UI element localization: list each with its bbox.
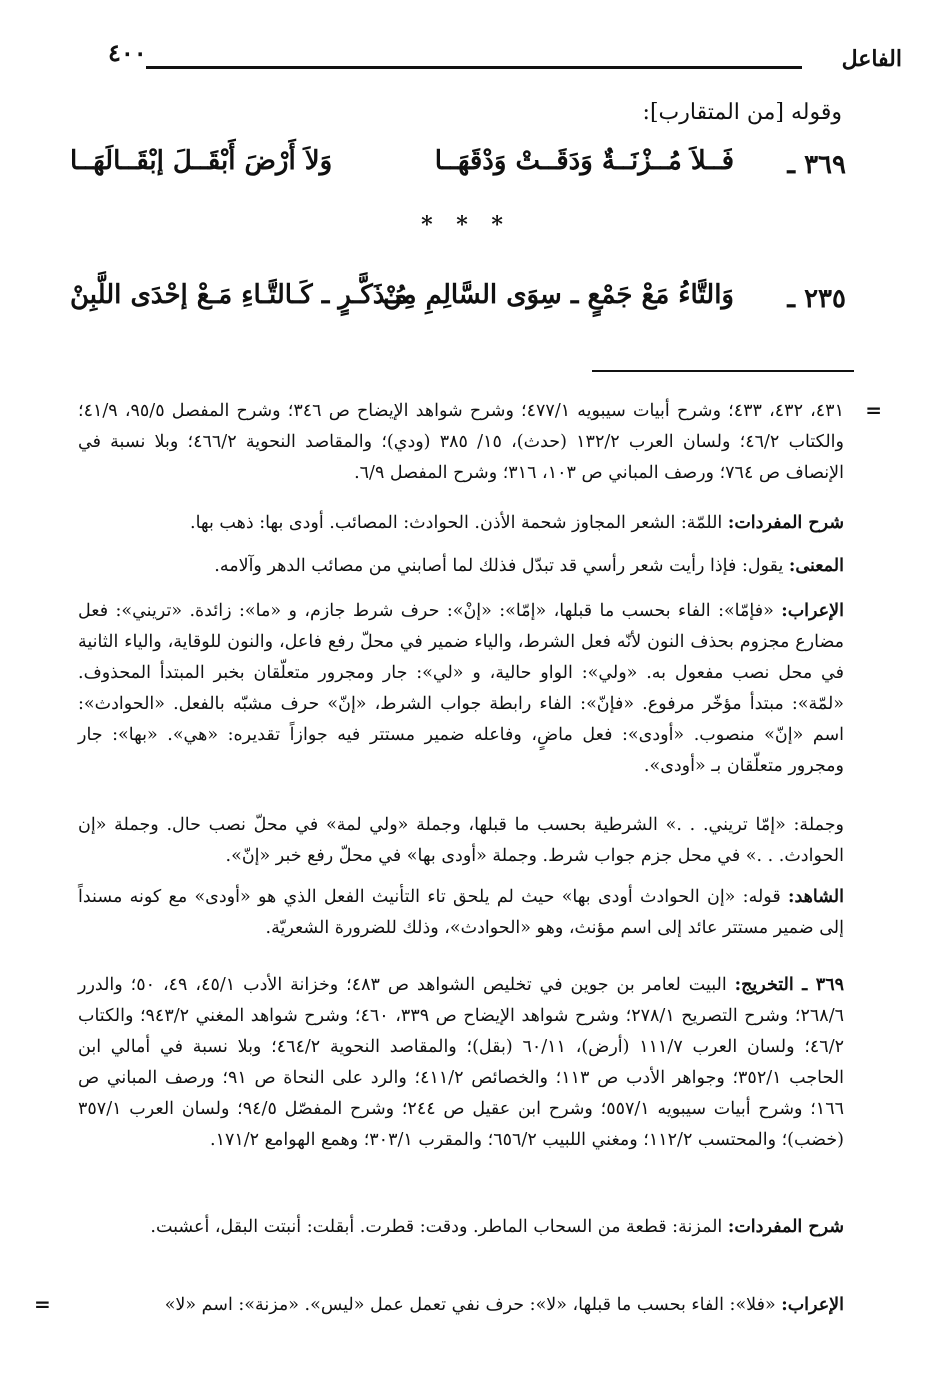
section-text: «فلا»: الفاء بحسب ما قبلها، «لا»: حرف نفي تعمل عمل «ليس». «مزنة»: اسم «لا» xyxy=(164,1295,776,1315)
parsing-section-2 xyxy=(78,1290,844,1321)
verse-number: ٢٣٥ ـ xyxy=(787,284,846,314)
end-continuation-mark: = xyxy=(34,1292,51,1316)
page-number: ٤٠٠ xyxy=(108,38,147,67)
footnote-references xyxy=(78,396,844,489)
chapter-title: الفاعل xyxy=(841,46,902,72)
evidence-section xyxy=(78,882,844,944)
vocab-section-2 xyxy=(78,1212,844,1243)
section-text: البيت لعامر بن جوين في تخليص الشواهد ص ٤٨٣؛ وخزانة الأدب ٤٥/١، ٤٩، ٥٠؛ والدرر ٢٦٨/٦؛ وشرح التصريح ٢٧٨/١؛ وشرح شواهد الإيضاح ص ٣٣٩، ٤٦٠؛ وشرح شواهد المغني ٩٤٣/٢؛ والكتاب ٤٦/٢؛ ولسان العرب ١١١/٧ (أرض)، ٦٠/١١ (بقل)؛ والمقاصد النحوية ٤٦٤/٢؛ وبلا نسبة في أمالي ابن الحاجب ٣٥٢/١؛ وجواهر الأدب ص ١١٣؛ والخصائص ٤١١/٢؛ والرد على النحاة ص ٩١؛ ورصف المباني ص ١٦٦؛ وشرح أبيات سيبويه ٥٥٧/١؛ وشرح ابن عقيل ص ٢٤٤؛ وشرح المفصّل ٩٤/٥؛ ولسان العرب ٣٥٧/١ (خضب)؛ والمحتسب ١١٢/٢؛ ومغني اللبيب ٦٥٦/٢؛ والمقرب ٣٠٣/١؛ وهمع الهوامع ١٧١/٢. xyxy=(78,975,845,1150)
section-label: ٣٦٩ ـ التخريج: xyxy=(734,975,844,995)
verse-235 xyxy=(70,280,846,326)
section-text: المزنة: قطعة من السحاب الماطر. ودقت: قطرت. أبقلت: أنبتت البقل، أعشبت. xyxy=(150,1217,723,1237)
meaning-section xyxy=(78,551,844,582)
header-rule xyxy=(146,66,802,69)
section-label: الإعراب: xyxy=(781,1295,844,1315)
section-divider-stars: * * * xyxy=(421,212,511,238)
footnote-separator xyxy=(592,370,854,372)
running-header xyxy=(28,38,902,74)
section-text: يقول: فإذا رأيت شعر رأسي قد تبدّل فذلك لما أصابني من مصائب الدهر وآلامه. xyxy=(214,556,784,576)
section-text: «فإمّا»: الفاء بحسب ما قبلها، «إمّا»: «إنْ»: حرف شرط جازم، و «ما»: زائدة. «تريني»: فعل مضارع مجزوم بحذف النون لأنّه فعل الشرط، والياء ضمير في محلّ رفع فاعل، والنون للوقاية، والياء الثانية في محل نصب مفعول به. «ولي»: الواو حالية، و «لي»: جار ومجرور متعلّقان بخبر المبتدأ المحذوف. «لمّة»: مبتدأ مؤخّر مرفوع. «فإنّ»: الفاء رابطة جواب الشرط، «إنّ» حرف مشبّه بالفعل. «الحوادث»: اسم «إنّ» منصوب. «أودى»: فعل ماضٍ، وفاعله ضمير مستتر فيه جوازاً تقديره: «هي». «بها»: جار ومجرور متعلّقان بـ «أودى». xyxy=(78,601,844,776)
section-label: شرح المفردات: xyxy=(727,513,844,533)
section-text: اللمّة: الشعر المجاوز شحمة الأذن. الحوادث: المصائب. أودى بها: ذهب بها. xyxy=(190,513,723,533)
sentences-section xyxy=(78,810,844,872)
verse-369 xyxy=(70,146,846,192)
verse-first-hemistich: فَــلاَ مُــزْنَــةٌ وَدَقَــتْ وَدْقَهَــا xyxy=(434,146,734,176)
verse-first-hemistich: وَالتَّاءُ مَعْ جَمْعٍ ـ سِوَى السَّالِمِ مِنْ xyxy=(382,280,734,310)
verse-number: ٣٦٩ ـ xyxy=(787,150,846,180)
section-text: قوله: «إن الحوادث أودى بها» حيث لم يلحق تاء التأنيث الفعل الذي هو «أودى» مع كونه مسنداً إلى ضمير مستتر عائد إلى اسم مؤنث، وهو «الحوادث»، وذلك للضرورة الشعريّة. xyxy=(78,887,844,938)
verse-second-hemistich: وَلاَ أَرْضَ أَبْقَــلَ إبْقَــالَهَــا xyxy=(70,146,333,176)
continuation-mark: = xyxy=(865,398,882,422)
section-label: الشاهد: xyxy=(787,887,844,907)
takhrij-section xyxy=(78,970,844,1156)
section-label: الإعراب: xyxy=(781,601,844,621)
parsing-section xyxy=(78,596,844,782)
section-text: وجملة: «إمّا تريني. . .» الشرطية بحسب ما قبلها، وجملة «ولي لمة» في محلّ نصب حال. وجملة «إن الحوادث. . .» في محل جزم جواب شرط. وجملة «أودى بها» في محلّ رفع خبر «إنّ». xyxy=(78,815,844,866)
references-text: ٤٣١، ٤٣٢، ٤٣٣؛ وشرح أبيات سيبويه ٤٧٧/١؛ وشرح شواهد الإيضاح ص ٣٤٦؛ وشرح المفصل ٩٥/٥، ٤١/٩؛ والكتاب ٤٦/٢؛ ولسان العرب ١٣٢/٢ (حدث)، ١٥/ ٣٨٥ (ودي)؛ والمقاصد النحوية ٤٦٦/٢؛ وبلا نسبة في الإنصاف ص ٧٦٤؛ ورصف المباني ص ١٠٣، ٣١٦؛ وشرح المفصل ٦/٩. xyxy=(78,401,844,483)
vocab-section xyxy=(78,508,844,539)
verse-second-hemistich: مُـذَكَّـرٍ ـ كَـالتَّـاءِ مَـعْ إحْدَى اللَّبِنْ xyxy=(70,280,408,310)
section-label: شرح المفردات: xyxy=(727,1217,844,1237)
section-label: المعنى: xyxy=(788,556,844,576)
verse-intro: وقوله [من المتقارب]: xyxy=(642,100,842,125)
